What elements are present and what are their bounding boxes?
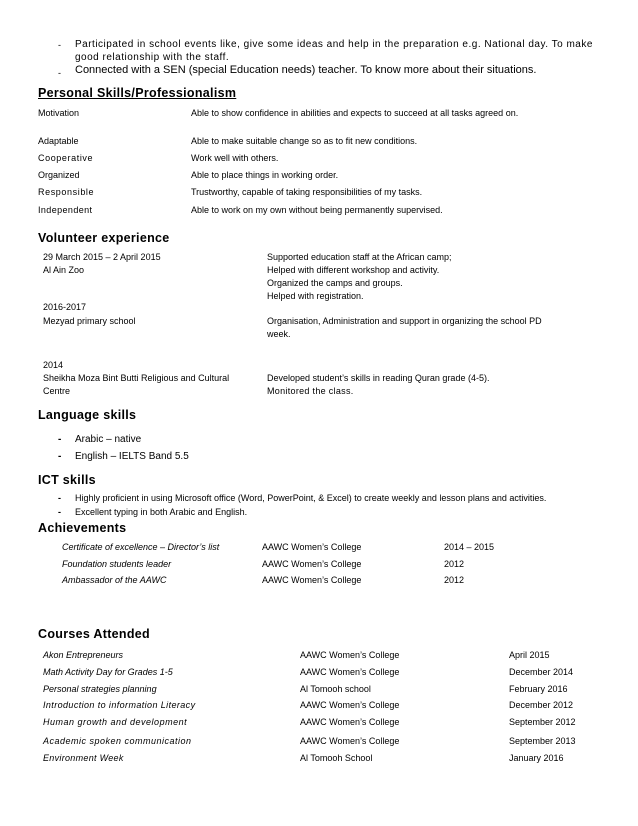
- volunteer-duty: Organized the camps and groups.: [267, 278, 403, 288]
- section-heading-achievements: Achievements: [38, 521, 127, 535]
- course-title: Human growth and development: [43, 717, 188, 727]
- course-org: AAWC Women’s College: [300, 650, 400, 660]
- skill-label: Cooperative: [38, 153, 94, 163]
- section-heading-ict: ICT skills: [38, 473, 96, 487]
- achievement-date: 2012: [444, 559, 465, 569]
- bullet-marker: -: [58, 40, 61, 50]
- course-org: Al Tomooh School: [300, 753, 373, 763]
- skill-description: Able to work on my own without being permanently supervised.: [191, 205, 443, 215]
- course-title: Personal strategies planning: [43, 684, 157, 694]
- course-date: September 2013: [509, 736, 576, 746]
- bullet-marker: -: [58, 507, 61, 517]
- language-item: Arabic – native: [75, 434, 142, 445]
- achievement-date: 2012: [444, 575, 465, 585]
- volunteer-date: 2016-2017: [43, 302, 87, 312]
- achievement-title: Foundation students leader: [62, 559, 172, 569]
- bullet-text: Connected with a SEN (special Education needs) teacher. To know more about their situations.: [75, 64, 537, 76]
- course-date: September 2012: [509, 717, 576, 727]
- bullet-marker: -: [58, 68, 61, 78]
- section-heading-language: Language skills: [38, 408, 137, 422]
- course-title: Environment Week: [43, 753, 124, 763]
- ict-item: Highly proficient in using Microsoft office (Word, PowerPoint, & Excel) to create weekly and lesson plans and activities.: [75, 493, 547, 503]
- achievement-title: Certificate of excellence – Director’s list: [62, 542, 220, 552]
- bullet-text-continued: good relationship with the staff.: [75, 52, 230, 63]
- volunteer-duty: Helped with registration.: [267, 291, 364, 301]
- skill-description: Able to make suitable change so as to fit new conditions.: [191, 136, 418, 146]
- volunteer-duty: Organisation, Administration and support in organizing the school PD: [267, 316, 542, 326]
- achievement-date: 2014 – 2015: [444, 542, 495, 552]
- skill-description: Able to place things in working order.: [191, 170, 339, 180]
- achievement-org: AAWC Women’s College: [262, 542, 362, 552]
- skill-description: Able to show confidence in abilities and expects to succeed at all tasks agreed on.: [191, 108, 519, 118]
- course-org: AAWC Women’s College: [300, 736, 400, 746]
- course-org: AAWC Women’s College: [300, 667, 400, 677]
- bullet-marker: -: [58, 434, 62, 445]
- skill-label: Responsible: [38, 187, 95, 197]
- volunteer-date: 29 March 2015 – 2 April 2015: [43, 252, 161, 262]
- course-date: January 2016: [509, 753, 564, 763]
- section-heading-courses: Courses Attended: [38, 627, 150, 641]
- course-date: February 2016: [509, 684, 568, 694]
- achievement-title: Ambassador of the AAWC: [62, 575, 167, 585]
- skill-description: Trustworthy, capable of taking responsibilities of my tasks.: [191, 187, 423, 197]
- volunteer-place: Mezyad primary school: [43, 316, 136, 326]
- course-title: Academic spoken communication: [43, 736, 192, 746]
- bullet-marker: -: [58, 493, 61, 503]
- volunteer-duty: Supported education staff at the African camp;: [267, 252, 452, 262]
- course-title: Math Activity Day for Grades 1-5: [43, 667, 173, 677]
- skill-label: Independent: [38, 205, 93, 215]
- bullet-marker: -: [58, 451, 62, 462]
- bullet-text: Participated in school events like, give some ideas and help in the preparation e.g. National day. To make: [75, 39, 593, 50]
- volunteer-place: Sheikha Moza Bint Butti Religious and Cultural: [43, 373, 230, 383]
- course-date: December 2012: [509, 700, 574, 710]
- course-date: December 2014: [509, 667, 574, 677]
- volunteer-place-continued: Centre: [43, 386, 71, 396]
- volunteer-place: Al Ain Zoo: [43, 265, 85, 275]
- achievement-org: AAWC Women’s College: [262, 575, 362, 585]
- course-title: Akon Entrepreneurs: [43, 650, 124, 660]
- skill-label: Organized: [38, 170, 80, 180]
- volunteer-duty: Developed student’s skills in reading Quran grade (4-5).: [267, 373, 490, 383]
- skill-label: Adaptable: [38, 136, 79, 146]
- skill-description: Work well with others.: [191, 153, 279, 163]
- ict-item: Excellent typing in both Arabic and English.: [75, 507, 248, 517]
- course-org: AAWC Women’s College: [300, 700, 400, 710]
- volunteer-duty: Monitored the class.: [267, 386, 354, 396]
- volunteer-duty: week.: [267, 329, 291, 339]
- skill-label: Motivation: [38, 108, 80, 118]
- course-org: AAWC Women’s College: [300, 717, 400, 727]
- course-org: Al Tomooh school: [300, 684, 371, 694]
- language-item: English – IELTS Band 5.5: [75, 451, 189, 462]
- course-date: April 2015: [509, 650, 550, 660]
- section-heading-personal-skills: Personal Skills/Professionalism: [38, 86, 237, 100]
- achievement-org: AAWC Women’s College: [262, 559, 362, 569]
- section-heading-volunteer: Volunteer experience: [38, 231, 170, 245]
- volunteer-date: 2014: [43, 360, 64, 370]
- volunteer-duty: Helped with different workshop and activity.: [267, 265, 440, 275]
- course-title: Introduction to information Literacy: [43, 700, 196, 710]
